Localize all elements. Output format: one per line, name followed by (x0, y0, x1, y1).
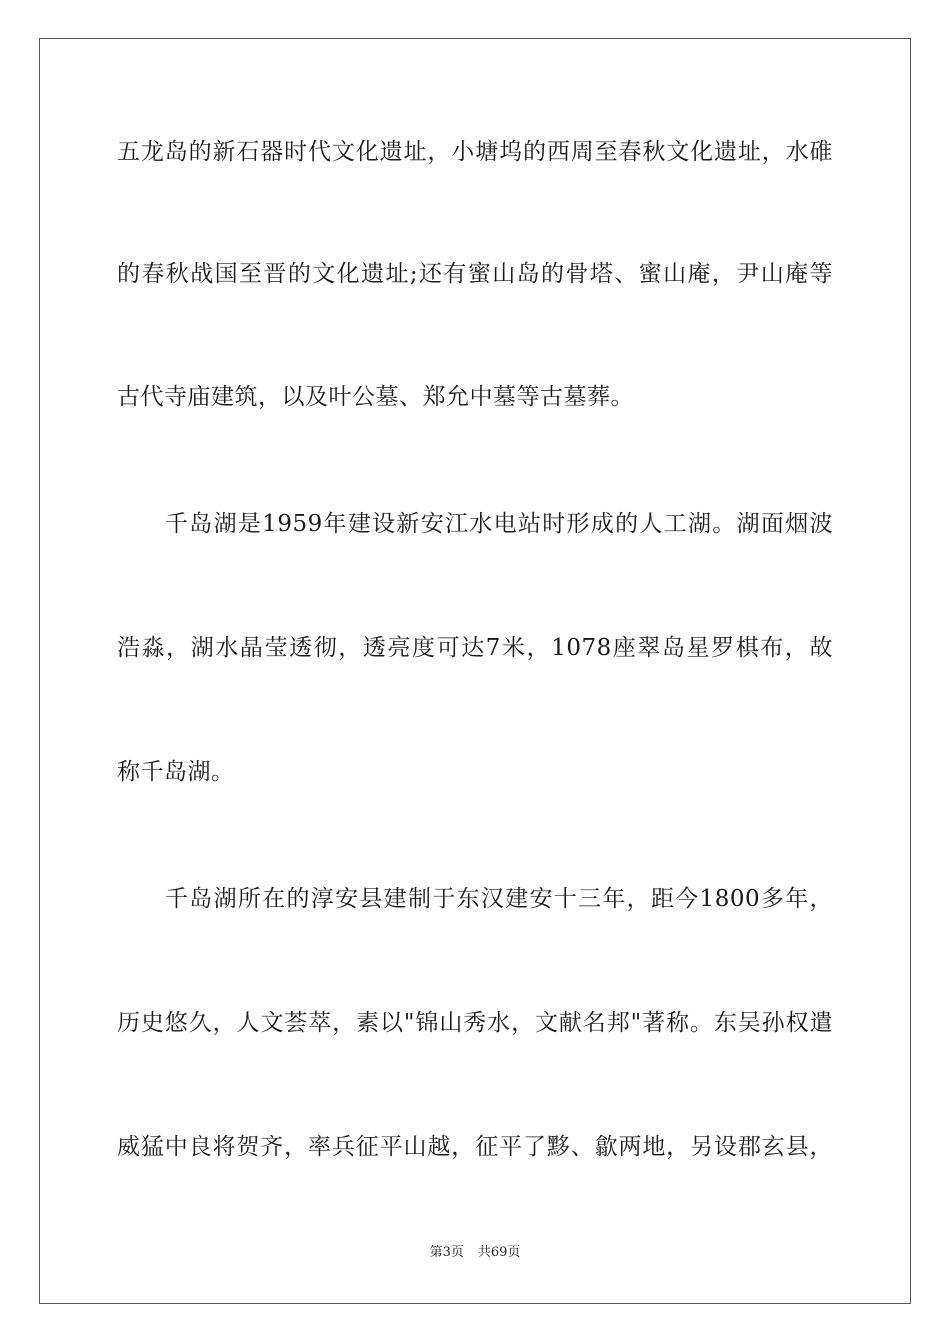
text-line-6: 称千岛湖。 (117, 759, 235, 785)
text-line-1: 五龙岛的新石器时代文化遗址，小塘坞的西周至春秋文化遗址，水碓 (117, 139, 833, 165)
text-line-2: 的春秋战国至晋的文化遗址;还有蜜山岛的骨塔、蜜山庵，尹山庵等 (117, 261, 833, 287)
page-frame (39, 38, 911, 1304)
text-line-4: 千岛湖是1959年建设新安江水电站时形成的人工湖。湖面烟波 (165, 511, 833, 537)
page-total: 共69页 (477, 1245, 521, 1260)
page-footer (0, 1244, 950, 1262)
text-line-9: 威猛中良将贺齐，率兵征平山越，征平了黟、歙两地，另设郡玄县， (117, 1134, 833, 1160)
text-line-8: 历史悠久，人文荟萃，素以"锦山秀水，文献名邦"著称。东吴孙权遣 (117, 1010, 833, 1036)
text-line-7: 千岛湖所在的淳安县建制于东汉建安十三年，距今1800多年， (165, 886, 833, 912)
text-line-3: 古代寺庙建筑，以及叶公墓、郑允中墓等古墓葬。 (117, 384, 634, 410)
text-line-5: 浩淼，湖水晶莹透彻，透亮度可达7米，1078座翠岛星罗棋布，故 (117, 635, 833, 661)
page-number: 第3页 (429, 1245, 464, 1260)
